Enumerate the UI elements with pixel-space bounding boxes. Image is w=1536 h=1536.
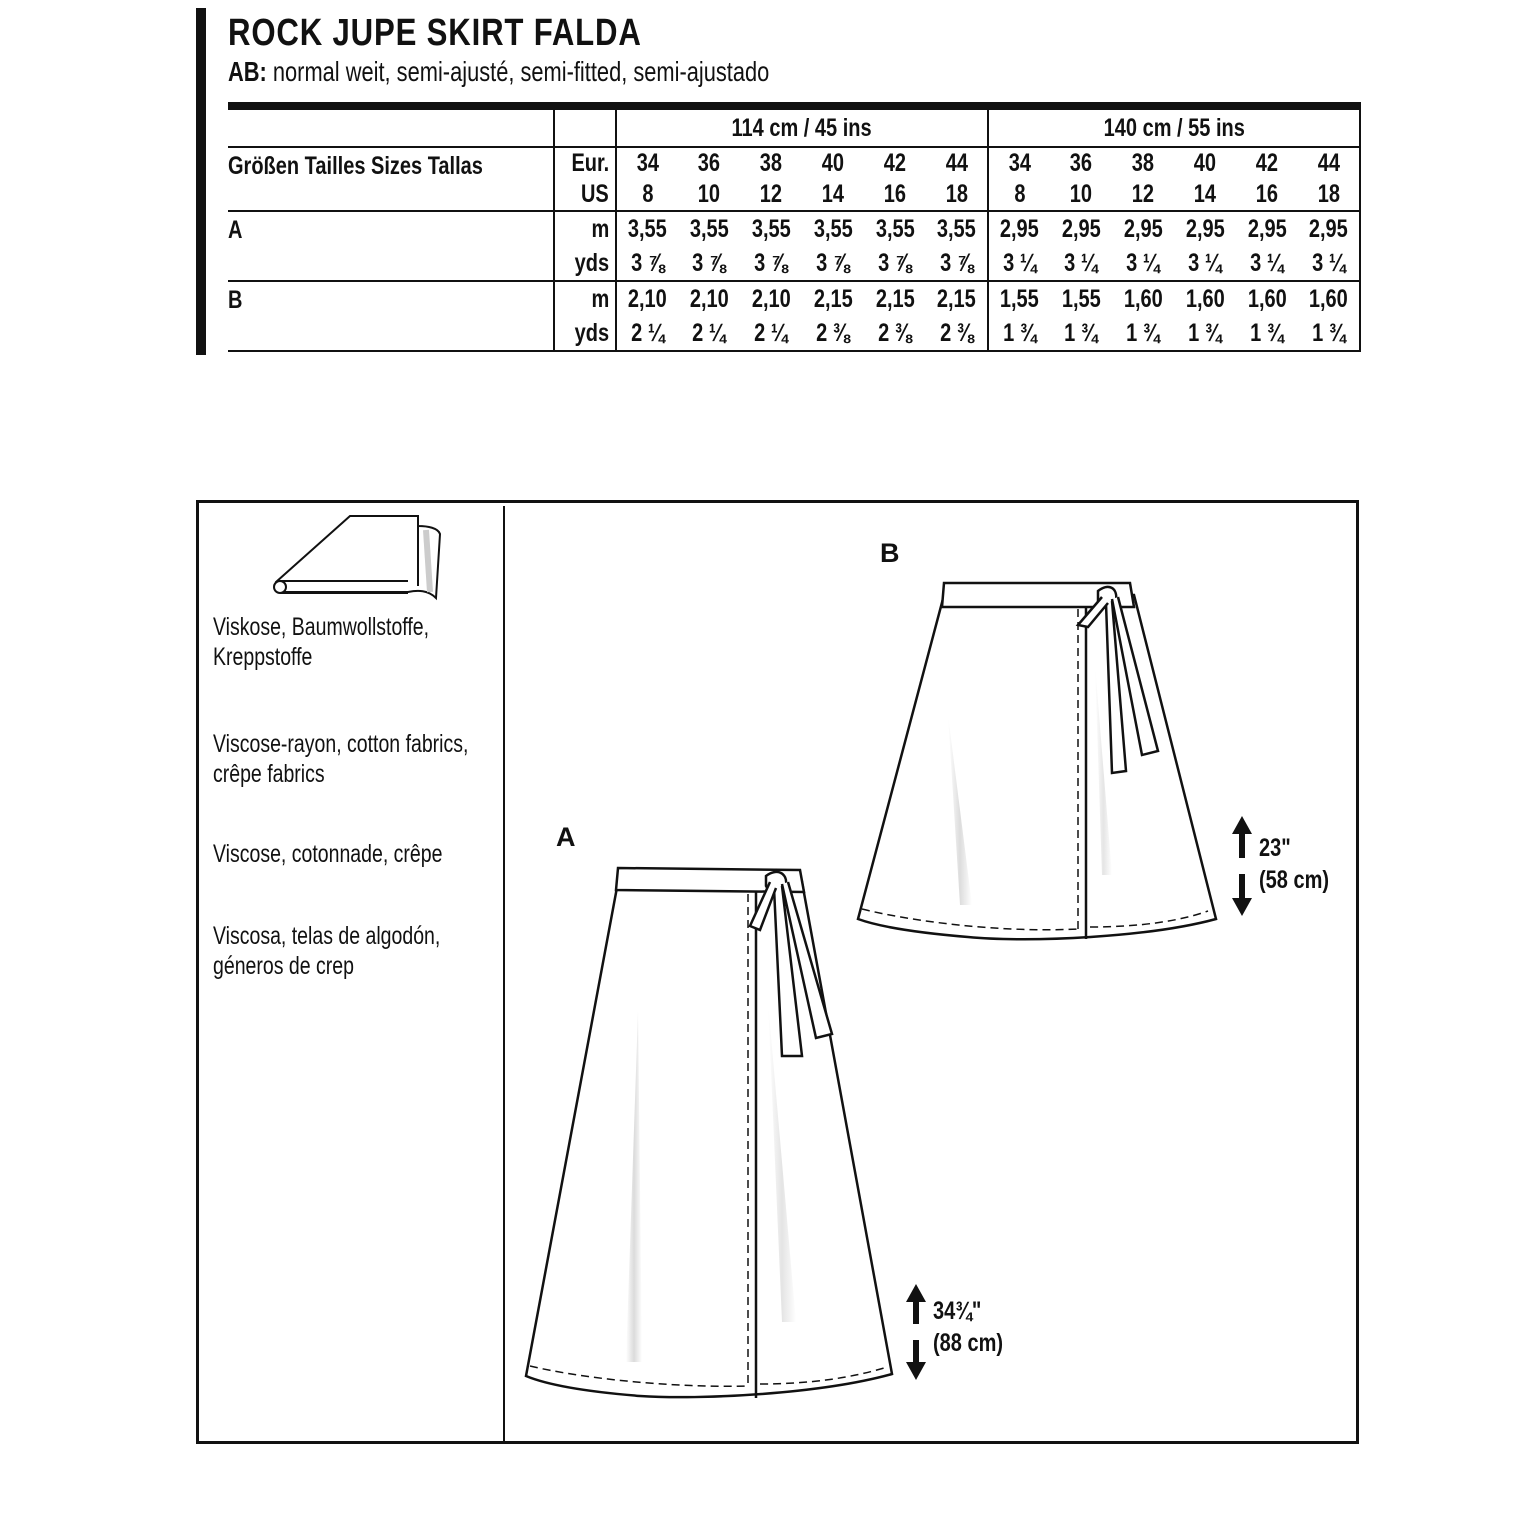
yardage-cell (1050, 211, 1112, 246)
width-header-140 (988, 106, 1360, 147)
yardage-cell (616, 316, 678, 351)
cell-text: 42 (1255, 149, 1279, 177)
cell-text: B (228, 286, 243, 314)
cell-text: A (228, 216, 243, 244)
cell-text: 3,55 (875, 214, 915, 243)
cell-text: 1,55 (1000, 284, 1039, 313)
yardage-cell (1050, 281, 1112, 316)
skirt-a-drawing (520, 862, 900, 1402)
yardage-cell (740, 281, 802, 316)
cell-text: 2,95 (1061, 214, 1101, 243)
cell-text: 1 ¾ (1002, 318, 1037, 347)
cell-text: 8 (641, 180, 654, 208)
yardage-cell (802, 281, 864, 316)
unit-label (554, 281, 616, 316)
eur-size-cell (802, 147, 864, 179)
cell-text: Eur. (571, 149, 609, 177)
cell-text: 2 ⅜ (939, 318, 974, 347)
fabric-bolt-icon (268, 512, 443, 600)
eur-size-cell (616, 147, 678, 179)
yardage-cell (1298, 246, 1360, 281)
table-cell (554, 106, 616, 147)
cell-text: 114 cm / 45 ins (731, 113, 873, 142)
cell-text: 44 (945, 149, 968, 177)
width-header-114 (616, 106, 988, 147)
eur-size-cell (1050, 147, 1112, 179)
cell-text: 10 (697, 180, 721, 208)
us-size-cell (926, 179, 988, 211)
yardage-cell (1236, 281, 1298, 316)
cell-text: 1,60 (1123, 284, 1163, 313)
table-header-row (228, 106, 1360, 147)
eur-size-cell (740, 147, 802, 179)
us-size-cell (988, 179, 1050, 211)
skirt-b-drawing (850, 575, 1230, 945)
view-row-label (228, 281, 554, 351)
yardage-cell (740, 246, 802, 281)
yardage-cell (988, 211, 1050, 246)
us-size-cell (1050, 179, 1112, 211)
subtitle-fit-text: normal weit, semi-ajusté, semi-fitted, semi-ajustado (266, 56, 770, 87)
yardage-cell (864, 281, 926, 316)
eur-label (554, 147, 616, 179)
cell-text: 2,95 (1000, 214, 1039, 243)
cell-text: 38 (759, 149, 783, 177)
length-label-b (1259, 832, 1329, 896)
yardage-cell (864, 211, 926, 246)
yardage-cell (616, 211, 678, 246)
cell-text: 1,60 (1185, 284, 1225, 313)
eur-size-cell (1174, 147, 1236, 179)
yardage-cell (1050, 316, 1112, 351)
cell-text: 1 ¾ (1188, 318, 1222, 347)
cell-text: 2 ¼ (754, 318, 788, 347)
cell-text: 2,15 (937, 284, 976, 313)
header-side-bar (196, 8, 206, 355)
cell-text: 3 ⅞ (630, 248, 665, 277)
yardage-cell (678, 316, 740, 351)
cell-text: 3 ⅞ (754, 248, 788, 277)
cell-text: 2 ⅜ (878, 318, 912, 347)
us-size-cell (802, 179, 864, 211)
cell-text: 36 (1069, 149, 1093, 177)
cell-text: 18 (1317, 180, 1340, 208)
cell-text: 40 (821, 149, 845, 177)
cell-text: 42 (883, 149, 907, 177)
yardage-cell (1174, 281, 1236, 316)
cell-text: 3 ⅞ (878, 248, 912, 277)
cell-text: 8 (1013, 180, 1026, 208)
fabric-line: Viscosa, telas de algodón, (213, 922, 441, 950)
cell-text: 3,55 (751, 214, 791, 243)
length-inches-a: 34¾" (933, 1297, 982, 1325)
yardage-cell (988, 246, 1050, 281)
eur-size-cell (1112, 147, 1174, 179)
cell-text: 3 ¼ (1002, 248, 1037, 277)
panel-divider (503, 506, 505, 1443)
cell-text: 10 (1069, 180, 1093, 208)
eur-size-cell (926, 147, 988, 179)
cell-text: 2,95 (1185, 214, 1225, 243)
fabric-text-english (213, 729, 468, 789)
cell-text: 3,55 (628, 214, 667, 243)
cell-text: 14 (821, 180, 845, 208)
subtitle-views-label: AB: (228, 56, 267, 87)
cell-text: 12 (759, 180, 783, 208)
page-subtitle (228, 56, 769, 88)
cell-text: m (591, 214, 609, 243)
yardage-cell (926, 281, 988, 316)
us-size-cell (1112, 179, 1174, 211)
cell-text: 2 ¼ (630, 318, 665, 347)
length-arrow-a-icon (902, 1280, 930, 1384)
yardage-cell (1050, 246, 1112, 281)
eur-size-cell (1298, 147, 1360, 179)
us-size-cell (678, 179, 740, 211)
yardage-cell (1236, 211, 1298, 246)
cell-text: 16 (1255, 180, 1279, 208)
yardage-cell (864, 246, 926, 281)
cell-text: 3 ¼ (1064, 248, 1098, 277)
yardage-row-b-m (228, 281, 1360, 316)
cell-text: 3 ⅞ (692, 248, 726, 277)
yardage-cell (988, 316, 1050, 351)
cell-text: 3 ¼ (1126, 248, 1160, 277)
yardage-cell (616, 246, 678, 281)
cell-text: 34 (1008, 149, 1031, 177)
fabric-line: géneros de crep (213, 952, 354, 980)
cell-text: 1 ¾ (1064, 318, 1098, 347)
cell-text: yds (574, 248, 609, 277)
eur-size-cell (1236, 147, 1298, 179)
cell-text: 2 ⅜ (816, 318, 850, 347)
sizes-label (228, 147, 554, 211)
cell-text: 3 ¼ (1188, 248, 1222, 277)
fabric-line: Kreppstoffe (213, 643, 313, 671)
eur-size-cell (864, 147, 926, 179)
cell-text: 44 (1317, 149, 1340, 177)
us-size-cell (616, 179, 678, 211)
cell-text: 1,60 (1309, 284, 1349, 313)
cell-text: 140 cm / 55 ins (1103, 113, 1245, 142)
cell-text: 2,10 (689, 284, 729, 313)
fabric-text-spanish (213, 921, 440, 981)
cell-text: 38 (1131, 149, 1155, 177)
us-size-cell (1236, 179, 1298, 211)
cell-text: 34 (636, 149, 659, 177)
cell-text: 2,10 (751, 284, 791, 313)
cell-text: Größen Tailles Sizes Tallas (228, 152, 483, 180)
cell-text: 1 ¾ (1126, 318, 1160, 347)
yardage-cell (678, 211, 740, 246)
yardage-cell (678, 281, 740, 316)
yardage-cell (616, 281, 678, 316)
cell-text: 2,95 (1247, 214, 1287, 243)
eur-size-row (228, 147, 1360, 179)
us-label (554, 179, 616, 211)
yardage-cell (1298, 211, 1360, 246)
view-b-letter: B (880, 538, 900, 568)
fabric-line: Viscose, cotonnade, crêpe (213, 840, 443, 868)
cell-text: 3 ⅞ (816, 248, 850, 277)
us-size-cell (1174, 179, 1236, 211)
yardage-cell (1174, 246, 1236, 281)
yardage-cell (926, 211, 988, 246)
length-label-a (933, 1295, 1003, 1359)
yardage-cell (926, 246, 988, 281)
yardage-cell (1112, 281, 1174, 316)
yardage-cell (1112, 316, 1174, 351)
length-inches-b: 23" (1259, 834, 1291, 862)
cell-text: 2,95 (1309, 214, 1349, 243)
cell-text: 18 (945, 180, 968, 208)
cell-text: 2,15 (813, 284, 853, 313)
yardage-cell (802, 211, 864, 246)
yardage-cell (988, 281, 1050, 316)
unit-label (554, 316, 616, 351)
cell-text: 1 ¾ (1311, 318, 1346, 347)
yardage-cell (926, 316, 988, 351)
yardage-row-a-m (228, 211, 1360, 246)
yardage-cell (802, 316, 864, 351)
us-size-cell (1298, 179, 1360, 211)
yardage-cell (1236, 246, 1298, 281)
page-title: ROCK JUPE SKIRT FALDA (228, 12, 642, 54)
cell-text: 16 (883, 180, 907, 208)
fabric-text-german (213, 612, 429, 672)
eur-size-cell (988, 147, 1050, 179)
cell-text: 3,55 (689, 214, 729, 243)
us-size-cell (864, 179, 926, 211)
cell-text: 2 ¼ (692, 318, 726, 347)
yardage-table (228, 102, 1360, 356)
cell-text: 2,15 (875, 284, 915, 313)
yardage-grid (228, 102, 1361, 352)
length-cm-b: (58 cm) (1259, 866, 1330, 894)
eur-size-cell (678, 147, 740, 179)
cell-text: 36 (697, 149, 721, 177)
cell-text: 3 ¼ (1311, 248, 1346, 277)
cell-text: m (591, 284, 609, 313)
cell-text: 1,60 (1247, 284, 1287, 313)
unit-label (554, 211, 616, 246)
fabric-line: Viscose-rayon, cotton fabrics, (213, 730, 469, 758)
yardage-cell (1236, 316, 1298, 351)
cell-text: 3 ⅞ (939, 248, 974, 277)
yardage-cell (1174, 316, 1236, 351)
length-arrow-b-icon (1228, 812, 1256, 920)
cell-text: 2,10 (628, 284, 667, 313)
yardage-cell (1298, 281, 1360, 316)
yardage-cell (740, 316, 802, 351)
fabric-line: crêpe fabrics (213, 760, 325, 788)
cell-text: 14 (1193, 180, 1217, 208)
cell-text: 3,55 (813, 214, 853, 243)
cell-text: 2,95 (1123, 214, 1163, 243)
yardage-cell (678, 246, 740, 281)
yardage-cell (802, 246, 864, 281)
length-cm-a: (88 cm) (933, 1329, 1004, 1357)
us-size-cell (740, 179, 802, 211)
cell-text: 3,55 (937, 214, 976, 243)
view-row-label (228, 211, 554, 281)
cell-text: 1 ¾ (1250, 318, 1284, 347)
cell-text: 1,55 (1061, 284, 1101, 313)
cell-text: 12 (1131, 180, 1155, 208)
yardage-cell (1174, 211, 1236, 246)
cell-text: 40 (1193, 149, 1217, 177)
cell-text: yds (574, 318, 609, 347)
yardage-cell (1112, 211, 1174, 246)
cell-text: 3 ¼ (1250, 248, 1284, 277)
yardage-cell (740, 211, 802, 246)
fabric-text-french (213, 839, 442, 869)
fabric-line: Viskose, Baumwollstoffe, (213, 613, 430, 641)
yardage-cell (1112, 246, 1174, 281)
view-a-letter: A (556, 822, 576, 852)
cell-text: US (581, 180, 609, 208)
yardage-cell (1298, 316, 1360, 351)
unit-label (554, 246, 616, 281)
table-cell (228, 106, 554, 147)
yardage-cell (864, 316, 926, 351)
